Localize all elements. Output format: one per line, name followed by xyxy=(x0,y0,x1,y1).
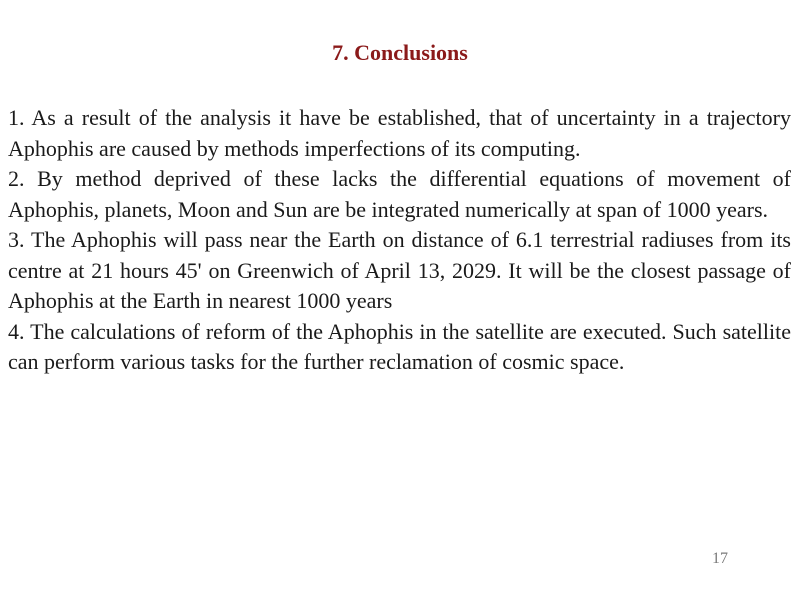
page-number: 17 xyxy=(712,550,728,567)
slide-title: 7. Conclusions xyxy=(332,40,468,65)
conclusions-body xyxy=(8,103,791,378)
conclusion-item-1: 1. As a result of the analysis it have be established, that of uncertainty in a trajectory Aphophis are caused by methods imperfections of its computing. xyxy=(8,105,791,161)
conclusion-item-2: 2. By method deprived of these lacks the differential equations of movement of Aphophis, planets, Moon and Sun are be integrated numerically at span of 1000 years. xyxy=(8,166,791,222)
conclusion-item-3: 3. The Aphophis will pass near the Earth on distance of 6.1 terrestrial radiuses from its centre at 21 hours 45' on Greenwich of April 13, 2029. It will be the closest passage of Aphophis at the Earth in nearest 1000 years xyxy=(8,227,791,313)
conclusion-item-4: 4. The calculations of reform of the Aphophis in the satellite are executed. Such satellite can perform various tasks for the further reclamation of cosmic space. xyxy=(8,318,791,374)
